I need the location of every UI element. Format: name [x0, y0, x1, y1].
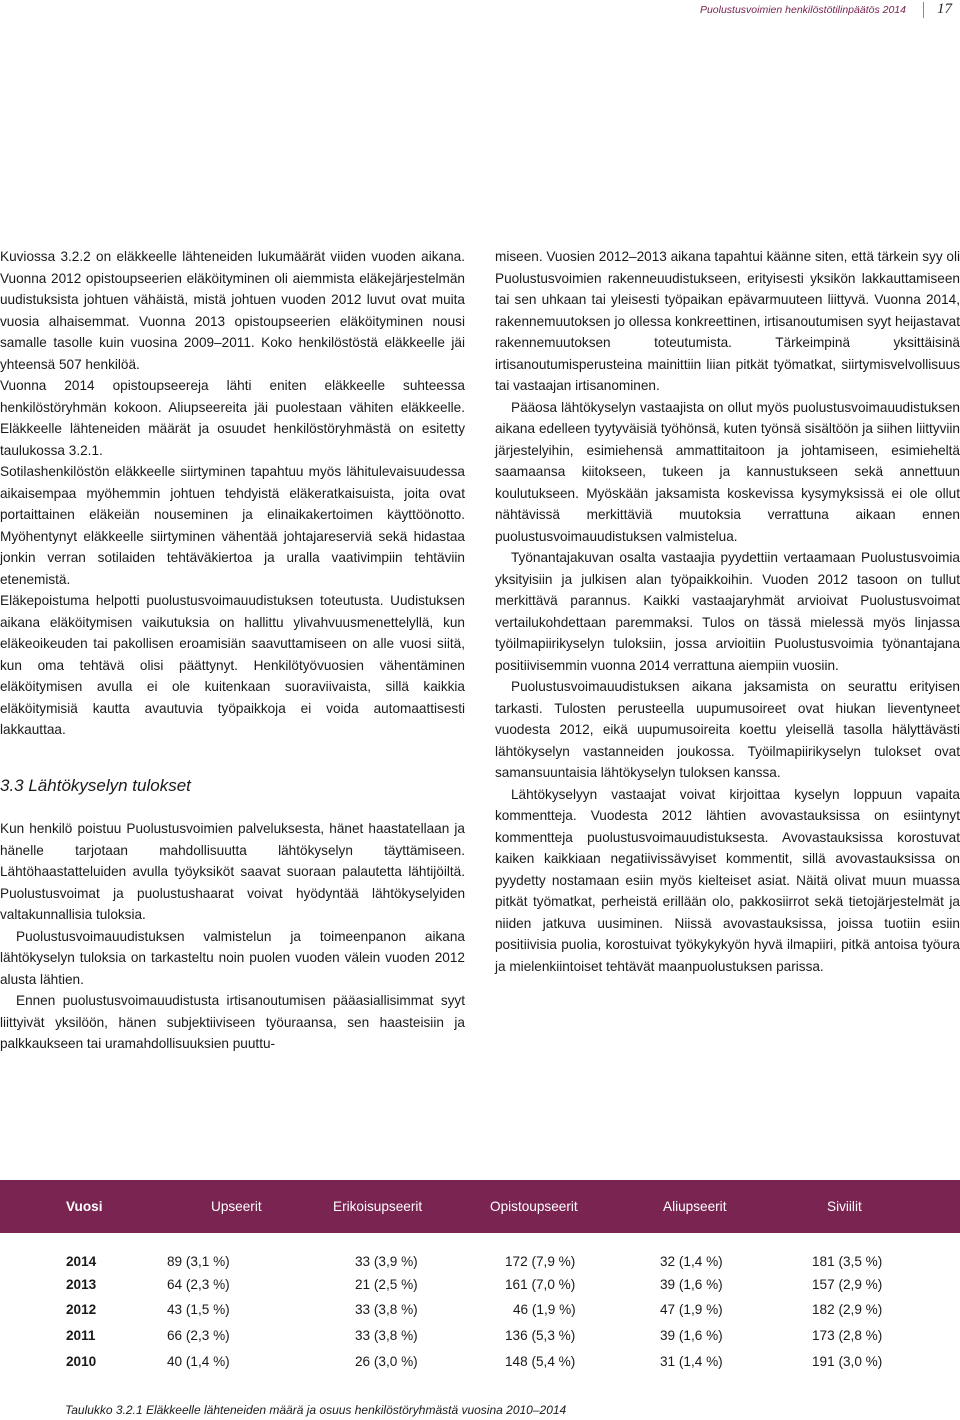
table-cell: 181 (3,5 %)	[812, 1254, 883, 1269]
table-cell: 39 (1,6 %)	[660, 1328, 723, 1343]
table-cell-year: 2013	[66, 1277, 97, 1292]
table-cell: 157 (2,9 %)	[812, 1277, 883, 1292]
header-divider	[923, 2, 924, 18]
header-title: Puolustusvoimien henkilöstötilinpäätös 2014	[699, 4, 906, 16]
paragraph: Puolustusvoimauudistuksen valmistelun ja toimeenpanon aikana lähtökyselyn tuloksia on tarkasteltu noin puolen vuoden välein vuoden 2012 alusta lähtien.	[0, 928, 465, 987]
table-cell: 136 (5,3 %)	[505, 1328, 576, 1343]
column-header: Aliupseerit	[663, 1199, 727, 1214]
table-cell: 89 (3,1 %)	[167, 1254, 230, 1269]
column-header: Siviilit	[827, 1199, 862, 1214]
paragraph: miseen. Vuosien 2012–2013 aikana tapahtui käänne siten, että tärkein syy oli Puolustusvoimien rakenneuudistukseen, erityisesti yksikön lakkauttamiseen tai sen uhkaan tai yleisesti työpaikan epävarmuuteen liittyvä. Vuonna 2014, rakennemuutoksen jo ollessa konkreettinen, irtisanoutumisen syyt heijastavat rakennemuutoksen toteutumista. Tärkeimpinä yksittäisinä irtisanoutumisperusteina mainittiin liian pitkät työmatkat, siirtymisvelvollisuus tai vastaajan irtisanominen.	[495, 249, 960, 393]
table-cell: 182 (2,9 %)	[812, 1302, 883, 1317]
left-column	[0, 246, 465, 1055]
section-heading: 3.3 Lähtökyselyn tulokset	[0, 775, 191, 795]
table-cell: 33 (3,8 %)	[355, 1328, 418, 1343]
table-cell: 43 (1,5 %)	[167, 1302, 230, 1317]
page-number: 17	[937, 1, 952, 17]
table-cell: 47 (1,9 %)	[660, 1302, 723, 1317]
column-header: Upseerit	[211, 1199, 262, 1214]
table-cell: 32 (1,4 %)	[660, 1254, 723, 1269]
table-cell: 148 (5,4 %)	[505, 1354, 576, 1369]
table-cell: 66 (2,3 %)	[167, 1328, 230, 1343]
table-cell: 33 (3,9 %)	[355, 1254, 418, 1269]
table-cell: 64 (2,3 %)	[167, 1277, 230, 1292]
column-header: Vuosi	[66, 1199, 103, 1214]
table-cell: 172 (7,9 %)	[505, 1254, 576, 1269]
table-caption: Taulukko 3.2.1 Eläkkeelle lähteneiden määrä ja osuus henkilöstöryhmästä vuosina 2010–2014	[65, 1403, 567, 1417]
table-header-band	[0, 1180, 960, 1233]
paragraph: Lähtökyselyyn vastaajat voivat kirjoittaa kyselyn loppuun vapaita kommentteja. Vuodesta 2012 lähtien avovastauksissa on esiintynyt kommentteja puolustusvoimauudistuksesta. Avovastauksissa korostuvat kaiken kaikkiaan negatiivissävyiset kommentit, sillä avovastauksissa on pyydetty nostamaan esiin myös kielteiset asiat. Näitä olivat muun muassa pitkät työmatkat, perheistä erillään olo, pakkosiirrot sekä tietojärjestelmät ja niiden jatkuva uusiminen. Niissä avovastauksissa, joissa tuotiin esiin positiivisia puolia, korostuivat työkykykyön hyvä ilmapiiri, pitkä antoisa työura ja mielenkiintoiset tehtävät maanpuolustuksen parissa.	[495, 786, 960, 974]
paragraph: Vuonna 2014 opistoupseereja lähti eniten eläkkeelle suhteessa henkilöstöryhmän kokoon. Aliupseereita jäi puolestaan vähiten eläkkeelle. Eläkkeelle lähteneiden määrät ja osuudet henkilöstöryhmästä on esitetty taulukossa 3.2.1.	[0, 378, 465, 458]
table-cell: 39 (1,6 %)	[660, 1277, 723, 1292]
table-cell: 33 (3,8 %)	[355, 1302, 418, 1317]
paragraph: Pääosa lähtökyselyn vastaajista on ollut myös puolustusvoimauudistuksen aikana edelleen tyytyväisiä työhönsä, kuten työnsä sisältöön ja siihen liittyviin järjestelyihin, esimiehensä ammattitaitoon ja johtamiseen, esimieheltä saamaansa kiitokseen, tukeen ja kannustukseen sekä annettuun koulutukseen. Myöskään jaksamista koskevissa kysymyksissä ei ole ollut nähtävissä merkittäviä muutoksia verrattuna aikaan ennen puolustusvoimauudistuksen valmistelua.	[495, 399, 960, 544]
table-cell-year: 2012	[66, 1302, 97, 1317]
table-cell: 31 (1,4 %)	[660, 1354, 723, 1369]
table-cell: 173 (2,8 %)	[812, 1328, 883, 1343]
right-column	[495, 246, 960, 977]
paragraph: Ennen puolustusvoimauudistusta irtisanoutumisen pääasiallisimmat syyt liittyivät yksilöön, hänen subjektiiviseen työuraansa, sen haasteisiin ja palkkaukseen tai uramahdollisuuksien puuttu-	[0, 993, 465, 1051]
table-cell: 46 (1,9 %)	[513, 1302, 576, 1317]
paragraph: Työnantajakuvan osalta vastaajia pyydettiin vertaamaan Puolustusvoimia yksityisiin ja julkisen alan työpaikkoihin. Vuoden 2012 tasoon on tullut merkittävä parannus. Kaikki vastaajaryhmät arvioivat Puolustusvoimat vertailukohdettaan paremmaksi. Tulos on tässä mielessä myös linjassa työilmapiirikyselyn tuloksiin, jossa arvioitiin Puolustusvoimia työnantajana positiivisemmin vuonna 2014 verrattuna aiempiin vuosiin.	[495, 550, 960, 673]
paragraph: Kuviossa 3.2.2 on eläkkeelle lähteneiden lukumäärät viiden vuoden aikana. Vuonna 2012 opistoupseerien eläköityminen oli aiemmista eläkejärjestelmän uudistuksista johtuen vähäistä, mistä johtuen vuoden 2012 luvut ovat muita vuosia alhaisemmat. Vuonna 2013 opistoupseerien eläköityminen nousi samalle tasolle kuin vuosina 2009–2011. Koko henkilöstöstä eläkkeelle jäi yhteensä 507 henkilöä.	[0, 249, 465, 372]
paragraph: Kun henkilö poistuu Puolustusvoimien palveluksesta, hänet haastatellaan ja hänelle tarjotaan mahdollisuutta lähtökyselyn täyttämiseen. Lähtöhaastatteluiden avulla työyksiköt saavat suoraan palautetta lähtijöiltä. Puolustusvoimat ja puolustushaarat voivat hyödyntää lähtökyselyiden valtakunnallisia tuloksia.	[0, 821, 465, 922]
table-cell: 191 (3,0 %)	[812, 1354, 883, 1369]
paragraph: Sotilashenkilöstön eläkkeelle siirtyminen tapahtuu myös lähitulevaisuudessa aikaisempaa myöhemmin johtuen tehdyistä eläkeratkaisuista, joita ovat portaittainen eläkeiän nouseminen ja elinaikakertoimen käyttöönotto. Myöhentynyt eläkkeelle siirtyminen vähentää johtajareserviä sekä hidastaa jonkin verran sotilaiden tehtäväkiertoa ja uralla vaativimpiin tehtäviin etenemistä.	[0, 464, 465, 587]
table-cell: 40 (1,4 %)	[167, 1354, 230, 1369]
column-header: Opistoupseerit	[490, 1199, 578, 1214]
paragraph: Eläkepoistuma helpotti puolustusvoimauudistuksen toteutusta. Uudistuksen aikana eläköitymisen vaikutuksia on hallittu ylivahvuusmenettelyllä, kun eläkeoikeuden tai pakollisen eroamisiän saavuttamiseen on alle vuosi siitä, kun oma tehtävä olisi päättynyt. Henkilötyövuosien vähentäminen eläköitymisen avulla ei ole kuitenkaan suoraviivaista, sillä kaikkia eläköitymisiä kautta avautuvia työpaikkoja ei voida automaattisesti lakkauttaa.	[0, 593, 465, 737]
table-cell-year: 2011	[66, 1328, 96, 1343]
paragraph: Puolustusvoimauudistuksen aikana jaksamista on seurattu erityisen tarkasti. Tulosten perusteella uupumusoireet ovat hiukan lieventyneet vuodesta 2012, eikä uupumusoireita koettu yleisellä tasolla hälyttävästi lähtökyselyn vastanneiden joukossa. Työilmapiirikyselyn tulokset ovat samansuuntaisia lähtökyselyn tuloksen kanssa.	[495, 679, 960, 780]
table-cell-year: 2014	[66, 1254, 97, 1269]
column-header: Erikoisupseerit	[333, 1199, 423, 1214]
table-cell-year: 2010	[66, 1354, 97, 1369]
table-cell: 26 (3,0 %)	[355, 1354, 418, 1369]
running-header	[0, 0, 960, 22]
table-cell: 21 (2,5 %)	[355, 1277, 418, 1292]
table-cell: 161 (7,0 %)	[505, 1277, 576, 1292]
